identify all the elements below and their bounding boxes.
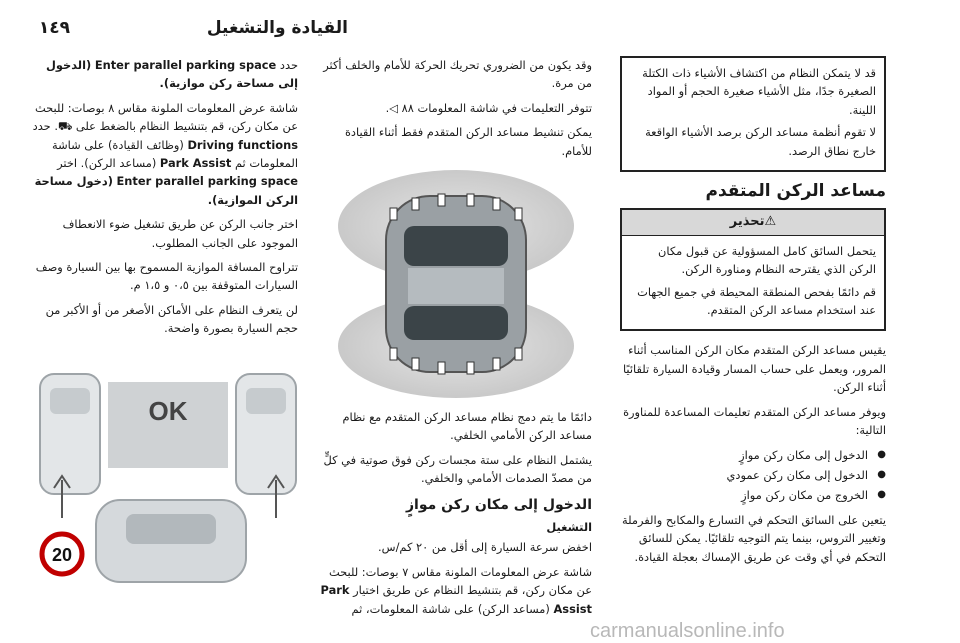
body-paragraph: حدد Enter parallel parking space (الدخول إلى مساحة ركن موازية). [45,58,298,91]
parking-space-figure [36,368,300,590]
park-assist-term: Park Assist [159,156,232,171]
activation-label: التشغيل [546,520,592,535]
watermark: carmanualsonline.info [590,620,785,642]
body-paragraph: اختر جانب الركن عن طريق تشغيل ضوء الانعطاف الموجود على الجانب المطلوب. [62,217,298,250]
body-paragraph: يقيس مساعد الركن المتقدم مكان الركن المناسب أثناء المرور، ويعمل على حساب المسار وقيادة السيارة تلقائيًا أثناء الركن. [622,343,886,395]
body-paragraph: شاشة عرض المعلومات الملونة مقاس ٨ بوصات: للبحث عن مكان ركن، قم بتنشيط النظام بالضغط على ⛟. حدد Driving functions (وظائف القيادة) على شاشة المعلومات ثم Park Assist (مساعد الركن). اختر Enter parallel parking space (دخول مساحة الركن الموازية). [32,100,298,207]
section-title: مساعد الركن المتقدم [705,181,886,202]
note-box [620,56,886,172]
driving-functions-term: Driving functions [187,137,298,152]
right-column [620,56,886,572]
warning-heading: ⚠تحذير [622,210,884,235]
list-item: ● الخروج من مكان ركن موازٍ [620,486,886,504]
list-item: ● الدخول إلى مكان ركن عمودي [620,466,886,484]
middle-column [320,56,592,624]
note-paragraph: لا تقوم أنظمة مساعد الركن برصد الأشياء الواقعة خارج نطاق الرصد. [645,125,876,158]
page-number: ١٤٩ [38,18,70,38]
page-header [0,0,960,50]
warning-box [620,208,886,331]
body-paragraph: وقد يكون من الضروري تحريك الحركة للأمام والخلف أكثر من مرة. [323,58,592,91]
body-paragraph: يمكن تنشيط مساعد الركن المتقدم فقط أثناء القيادة للأمام. [344,125,592,158]
body-paragraph: تتوفر التعليمات في شاشة المعلومات ٨٨ ◁. [385,100,592,115]
ok-label: OK [148,396,188,426]
warning-paragraph: يتحمل السائق كامل المسؤولية عن قبول مكان الركن الذي يقترحه النظام ومناورة الركن. [658,243,876,277]
note-paragraph: قد لا يتمكن النظام من اكتشاف الأشياء ذات الكتلة الصغيرة جدًا، مثل الأشياء صغيرة الحجم أو المواد اللينة. [642,66,876,117]
enter-parallel-term: Enter parallel parking space [94,58,277,72]
body-paragraph: يتعين على السائق التحكم في التسارع والمكابح والفرملة وتغيير التروس، بينما يتم التوجيه تلقائيًا. يمكن للسائق التحكم في أي وقت عن طريق الإمساك بعجلة القيادة. [622,512,886,564]
park-assist-term: Park Assist [320,583,592,616]
left-column [28,56,298,344]
speed-value: 20 [51,545,73,565]
sensor-car-figure [320,168,592,398]
body-paragraph: لن يتعرف النظام على الأماكن الأصغر من أو الأكبر من حجم السيارة بصورة واضحة. [45,302,298,336]
body-paragraph: ويوفر مساعد الركن المتقدم تعليمات المساعدة للمناورة التالية: [623,404,886,438]
body-paragraph: شاشة عرض المعلومات الملونة مقاس ٧ بوصات: للبحث عن مكان ركن، قم بتنشيط النظام عن طريق اختيار Park Assist (مساعد الركن) على شاشة المعلومات، ثم [320,564,592,616]
body-paragraph: تتراوح المسافة الموازية المسموح بها بين السيارة وصف السيارات المتوقفة بين ٠،٥ و ١،٥ م. [35,260,298,293]
warning-triangle-icon: ⚠ [764,214,777,230]
body-paragraph: دائمًا ما يتم دمج نظام مساعد الركن المتقدم مع نظام مساعد الركن الأمامي الخلفي. [342,410,592,443]
header-title: القيادة والتشغيل [206,18,348,38]
warning-paragraph: قم دائمًا بفحص المنطقة المحيطة في جميع الجهات عند استخدام مساعد الركن المتقدم. [637,284,876,318]
enter-parallel-term: Enter parallel parking space [116,174,298,189]
body-paragraph: يشتمل النظام على ستة مجسات ركن فوق صوتية في كلٍّ من مصدّ الصدمات الأمامي والخلفي. [323,452,592,486]
body-paragraph: اخفض سرعة السيارة إلى أقل من ٢٠ كم/س. [378,540,592,555]
list-item: ● الدخول إلى مكان ركن موازٍ [620,446,886,464]
subheading: الدخول إلى مكان ركن موازٍ [406,496,592,513]
